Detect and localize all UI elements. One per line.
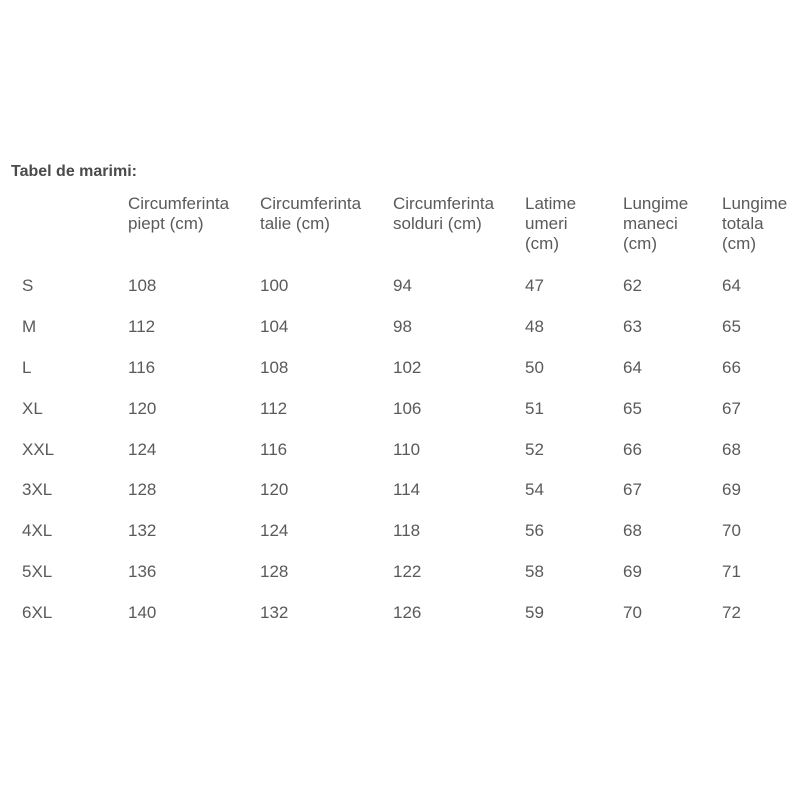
waist-value: 120 [260,480,289,500]
hip-value: 98 [393,316,412,336]
chest-value: 136 [128,562,157,582]
sleeve-value: 70 [623,603,642,623]
shoulder-value: 48 [525,316,544,336]
size-table [0,192,800,636]
chest-value: 140 [128,603,157,623]
shoulder-value: 51 [525,398,544,418]
length-value: 64 [722,276,741,295]
shoulder-value: 56 [525,521,544,541]
header-chest-circumference: Circumferinta piept (cm) [128,194,230,233]
header-waist-circumference: Circumferinta talie (cm) [260,194,362,233]
length-value: 68 [722,439,741,459]
chest-value: 124 [128,439,157,459]
header-hip-circumference: Circumferinta solduri (cm) [393,194,495,233]
chest-value: 108 [128,276,157,295]
length-value: 71 [722,562,741,582]
hip-value: 102 [393,357,422,377]
hip-value: 126 [393,603,422,623]
hip-value: 94 [393,276,412,295]
table-row [0,513,800,554]
header-size [0,192,128,268]
sleeve-value: 63 [623,316,642,336]
shoulder-value: 50 [525,357,544,377]
size-label: 5XL [22,562,53,582]
shoulder-value: 59 [525,603,544,623]
table-row [0,554,800,595]
waist-value: 108 [260,357,289,377]
size-label: 4XL [22,521,53,541]
sleeve-value: 65 [623,398,642,418]
hip-value: 110 [393,439,421,459]
chest-value: 120 [128,398,157,418]
sleeve-value: 69 [623,562,642,582]
size-label: 3XL [22,480,53,500]
header-total-length: Lungime totala (cm) [722,194,788,253]
length-value: 67 [722,398,741,418]
hip-value: 114 [393,480,421,500]
shoulder-value: 54 [525,480,544,500]
sleeve-value: 64 [623,357,642,377]
hip-value: 106 [393,398,422,418]
table-row [0,268,800,309]
table-row [0,350,800,391]
waist-value: 100 [260,276,289,295]
page-title: Tabel de marimi: [11,163,137,180]
chest-value: 128 [128,480,157,500]
hip-value: 118 [393,521,421,541]
sleeve-value: 66 [623,439,642,459]
header-sleeve-length: Lungime maneci (cm) [623,194,689,253]
size-label: XXL [22,439,55,459]
length-value: 66 [722,357,741,377]
hip-value: 122 [393,562,422,582]
table-row [0,391,800,432]
chest-value: 132 [128,521,157,541]
size-label: L [22,357,32,377]
chest-value: 116 [128,357,156,377]
waist-value: 104 [260,316,289,336]
waist-value: 116 [260,439,288,459]
table-row [0,309,800,350]
sleeve-value: 67 [623,480,642,500]
waist-value: 112 [260,398,288,418]
waist-value: 128 [260,562,289,582]
size-label: S [22,276,34,295]
header-shoulder-width: Latime umeri (cm) [525,194,577,253]
sleeve-value: 68 [623,521,642,541]
table-row [0,472,800,513]
table-row [0,595,800,636]
length-value: 72 [722,603,741,623]
waist-value: 124 [260,521,289,541]
length-value: 65 [722,316,741,336]
table-header-row [0,192,800,268]
length-value: 70 [722,521,741,541]
size-label: XL [22,398,43,418]
shoulder-value: 47 [525,276,544,295]
chest-value: 112 [128,316,156,336]
table-row [0,432,800,473]
shoulder-value: 58 [525,562,544,582]
waist-value: 132 [260,603,289,623]
size-label: M [22,316,37,336]
length-value: 69 [722,480,741,500]
sleeve-value: 62 [623,276,642,295]
size-label: 6XL [22,603,53,623]
shoulder-value: 52 [525,439,544,459]
